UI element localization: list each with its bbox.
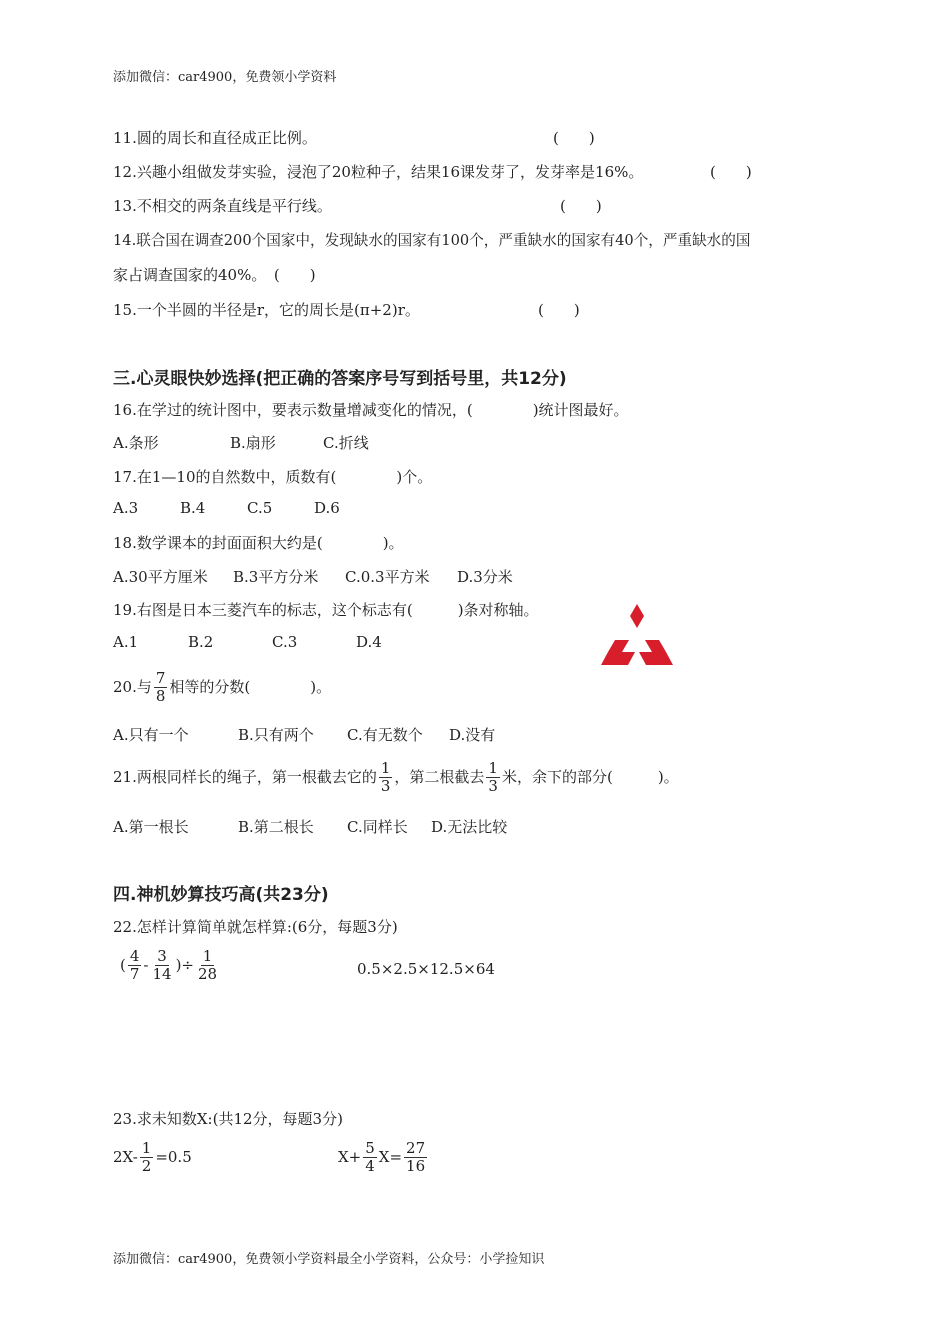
q20-numerator: 7: [155, 669, 166, 687]
page-footer: 添加微信：car4900，免费领小学资料最全小学资料，公众号：小学捡知识: [113, 1252, 545, 1267]
q19-option-c: C.3: [272, 633, 298, 651]
q21-f1-numerator: 1: [380, 759, 391, 777]
answer-paren-11: ( ): [553, 129, 595, 147]
q21-fraction-2: [486, 760, 500, 796]
q18-option-a: A.30平方厘米: [113, 568, 208, 586]
q22-expression-1: [120, 948, 221, 984]
q21-option-d: D.无法比较: [431, 818, 508, 836]
section-4-title: 四.神机妙算技巧高(共23分): [113, 885, 329, 905]
answer-paren-15: ( ): [538, 301, 580, 319]
q19-option-a: A.1: [113, 633, 139, 651]
question-11: 11.圆的周长和直径成正比例。: [113, 129, 317, 147]
q21-f1-denominator: 3: [380, 777, 391, 796]
q22-frac-a-num: 4: [129, 947, 140, 965]
q20-denominator: 8: [155, 687, 166, 706]
page-header: 添加微信：car4900，免费领小学资料: [113, 70, 337, 85]
question-21: [113, 760, 679, 796]
q18-option-b: B.3平方分米: [233, 568, 319, 586]
q20-option-c: C.有无数个: [347, 726, 423, 744]
question-20: [113, 670, 331, 706]
q23-e1-den: 2: [141, 1157, 152, 1176]
q21-option-c: C.同样长: [347, 818, 408, 836]
q20-suffix: 相等的分数( )。: [169, 677, 332, 696]
logo-left-top: [608, 640, 629, 652]
q18-option-d: D.3分米: [457, 568, 513, 586]
q21-prefix: 21.两根同样长的绳子，第一根截去它的: [113, 767, 377, 786]
question-13: 13.不相交的两条直线是平行线。: [113, 197, 332, 215]
q17-option-b: B.4: [180, 499, 206, 517]
mitsubishi-logo-icon: [600, 604, 674, 666]
q23-e2-den: 4: [365, 1157, 375, 1176]
q23-e2-mid: X=: [378, 1147, 403, 1166]
q20-option-b: B.只有两个: [238, 726, 314, 744]
q22-close-div: )÷: [175, 955, 194, 974]
q22-frac-c: [196, 948, 219, 984]
q22-frac-c-num: 1: [202, 947, 213, 965]
q23-e2-result-den: 16: [406, 1157, 426, 1176]
q21-f2-numerator: 1: [488, 759, 498, 777]
q22-frac-b-den: 14: [152, 965, 172, 984]
question-14-line2: 家占调查国家的40%。 ( ): [113, 266, 316, 284]
q22-frac-a: [128, 948, 142, 984]
q23-e1-suffix: =0.5: [155, 1147, 192, 1166]
q22-minus: -: [143, 955, 149, 974]
q20-option-d: D.没有: [449, 726, 496, 744]
q23-e2-result: [404, 1140, 427, 1176]
q17-option-a: A.3: [113, 499, 139, 517]
question-23: 23.求未知数X:(共12分，每题3分): [113, 1110, 343, 1128]
q23-e2-result-num: 27: [406, 1139, 426, 1157]
q16-option-c: C.折线: [323, 434, 369, 452]
question-18: 18.数学课本的封面面积大约是( )。: [113, 534, 404, 552]
question-14-line1: 14.联合国在调查200个国家中，发现缺水的国家有100个，严重缺水的国家有40个，严重缺水的国: [113, 232, 751, 249]
q16-option-a: A.条形: [113, 434, 159, 452]
q18-option-c: C.0.3平方米: [345, 568, 430, 586]
answer-paren-13: ( ): [560, 197, 602, 215]
logo-top-diamond: [630, 604, 644, 628]
question-19: 19.右图是日本三菱汽车的标志，这个标志有( )条对称轴。: [113, 601, 539, 619]
q23-equation-2: [338, 1140, 429, 1176]
q22-expression-2: 0.5×2.5×12.5×64: [357, 960, 495, 978]
section-3-title: 三.心灵眼快妙选择(把正确的答案序号写到括号里，共12分): [113, 369, 567, 389]
q17-option-c: C.5: [247, 499, 273, 517]
logo-right-bottom: [639, 652, 673, 665]
q21-f2-denominator: 3: [488, 777, 498, 796]
q20-fraction: [154, 670, 168, 706]
question-15: 15.一个半圆的半径是r，它的周长是(π+2)r。: [113, 301, 420, 319]
q23-e1-fraction: [140, 1140, 154, 1176]
q17-option-d: D.6: [314, 499, 340, 517]
q21-option-a: A.第一根长: [113, 818, 189, 836]
q19-option-b: B.2: [188, 633, 214, 651]
q22-frac-a-den: 7: [129, 965, 140, 984]
q20-option-a: A.只有一个: [113, 726, 189, 744]
q21-fraction-1: [379, 760, 393, 796]
q22-frac-b: [150, 948, 173, 984]
logo-right-top: [645, 640, 666, 652]
q23-e2-prefix: X+: [338, 1147, 362, 1166]
q23-equation-1: [113, 1140, 192, 1176]
q23-e1-prefix: 2X-: [113, 1147, 138, 1166]
q22-open-paren: (: [120, 955, 126, 974]
q23-e1-num: 1: [141, 1139, 152, 1157]
q21-suffix: 米，余下的部分( )。: [501, 767, 679, 786]
question-17: 17.在1—10的自然数中，质数有( )个。: [113, 468, 433, 486]
q23-e2-fraction: [363, 1140, 377, 1176]
q22-frac-c-den: 28: [198, 965, 218, 984]
q19-option-d: D.4: [356, 633, 382, 651]
question-16: 16.在学过的统计图中，要表示数量增减变化的情况，( )统计图最好。: [113, 401, 629, 419]
question-22: 22.怎样计算简单就怎样算:(6分，每题3分): [113, 918, 398, 936]
q23-e2-num: 5: [365, 1139, 375, 1157]
logo-left-bottom: [601, 652, 635, 665]
q22-frac-b-num: 3: [157, 947, 167, 965]
question-12: 12.兴趣小组做发芽实验，浸泡了20粒种子，结果16课发芽了，发芽率是16%。: [113, 163, 644, 181]
q21-middle: ，第二根截去: [394, 767, 485, 786]
q16-option-b: B.扇形: [230, 434, 276, 452]
answer-paren-12: ( ): [710, 163, 752, 181]
q20-prefix: 20.与: [113, 677, 152, 696]
q21-option-b: B.第二根长: [238, 818, 314, 836]
